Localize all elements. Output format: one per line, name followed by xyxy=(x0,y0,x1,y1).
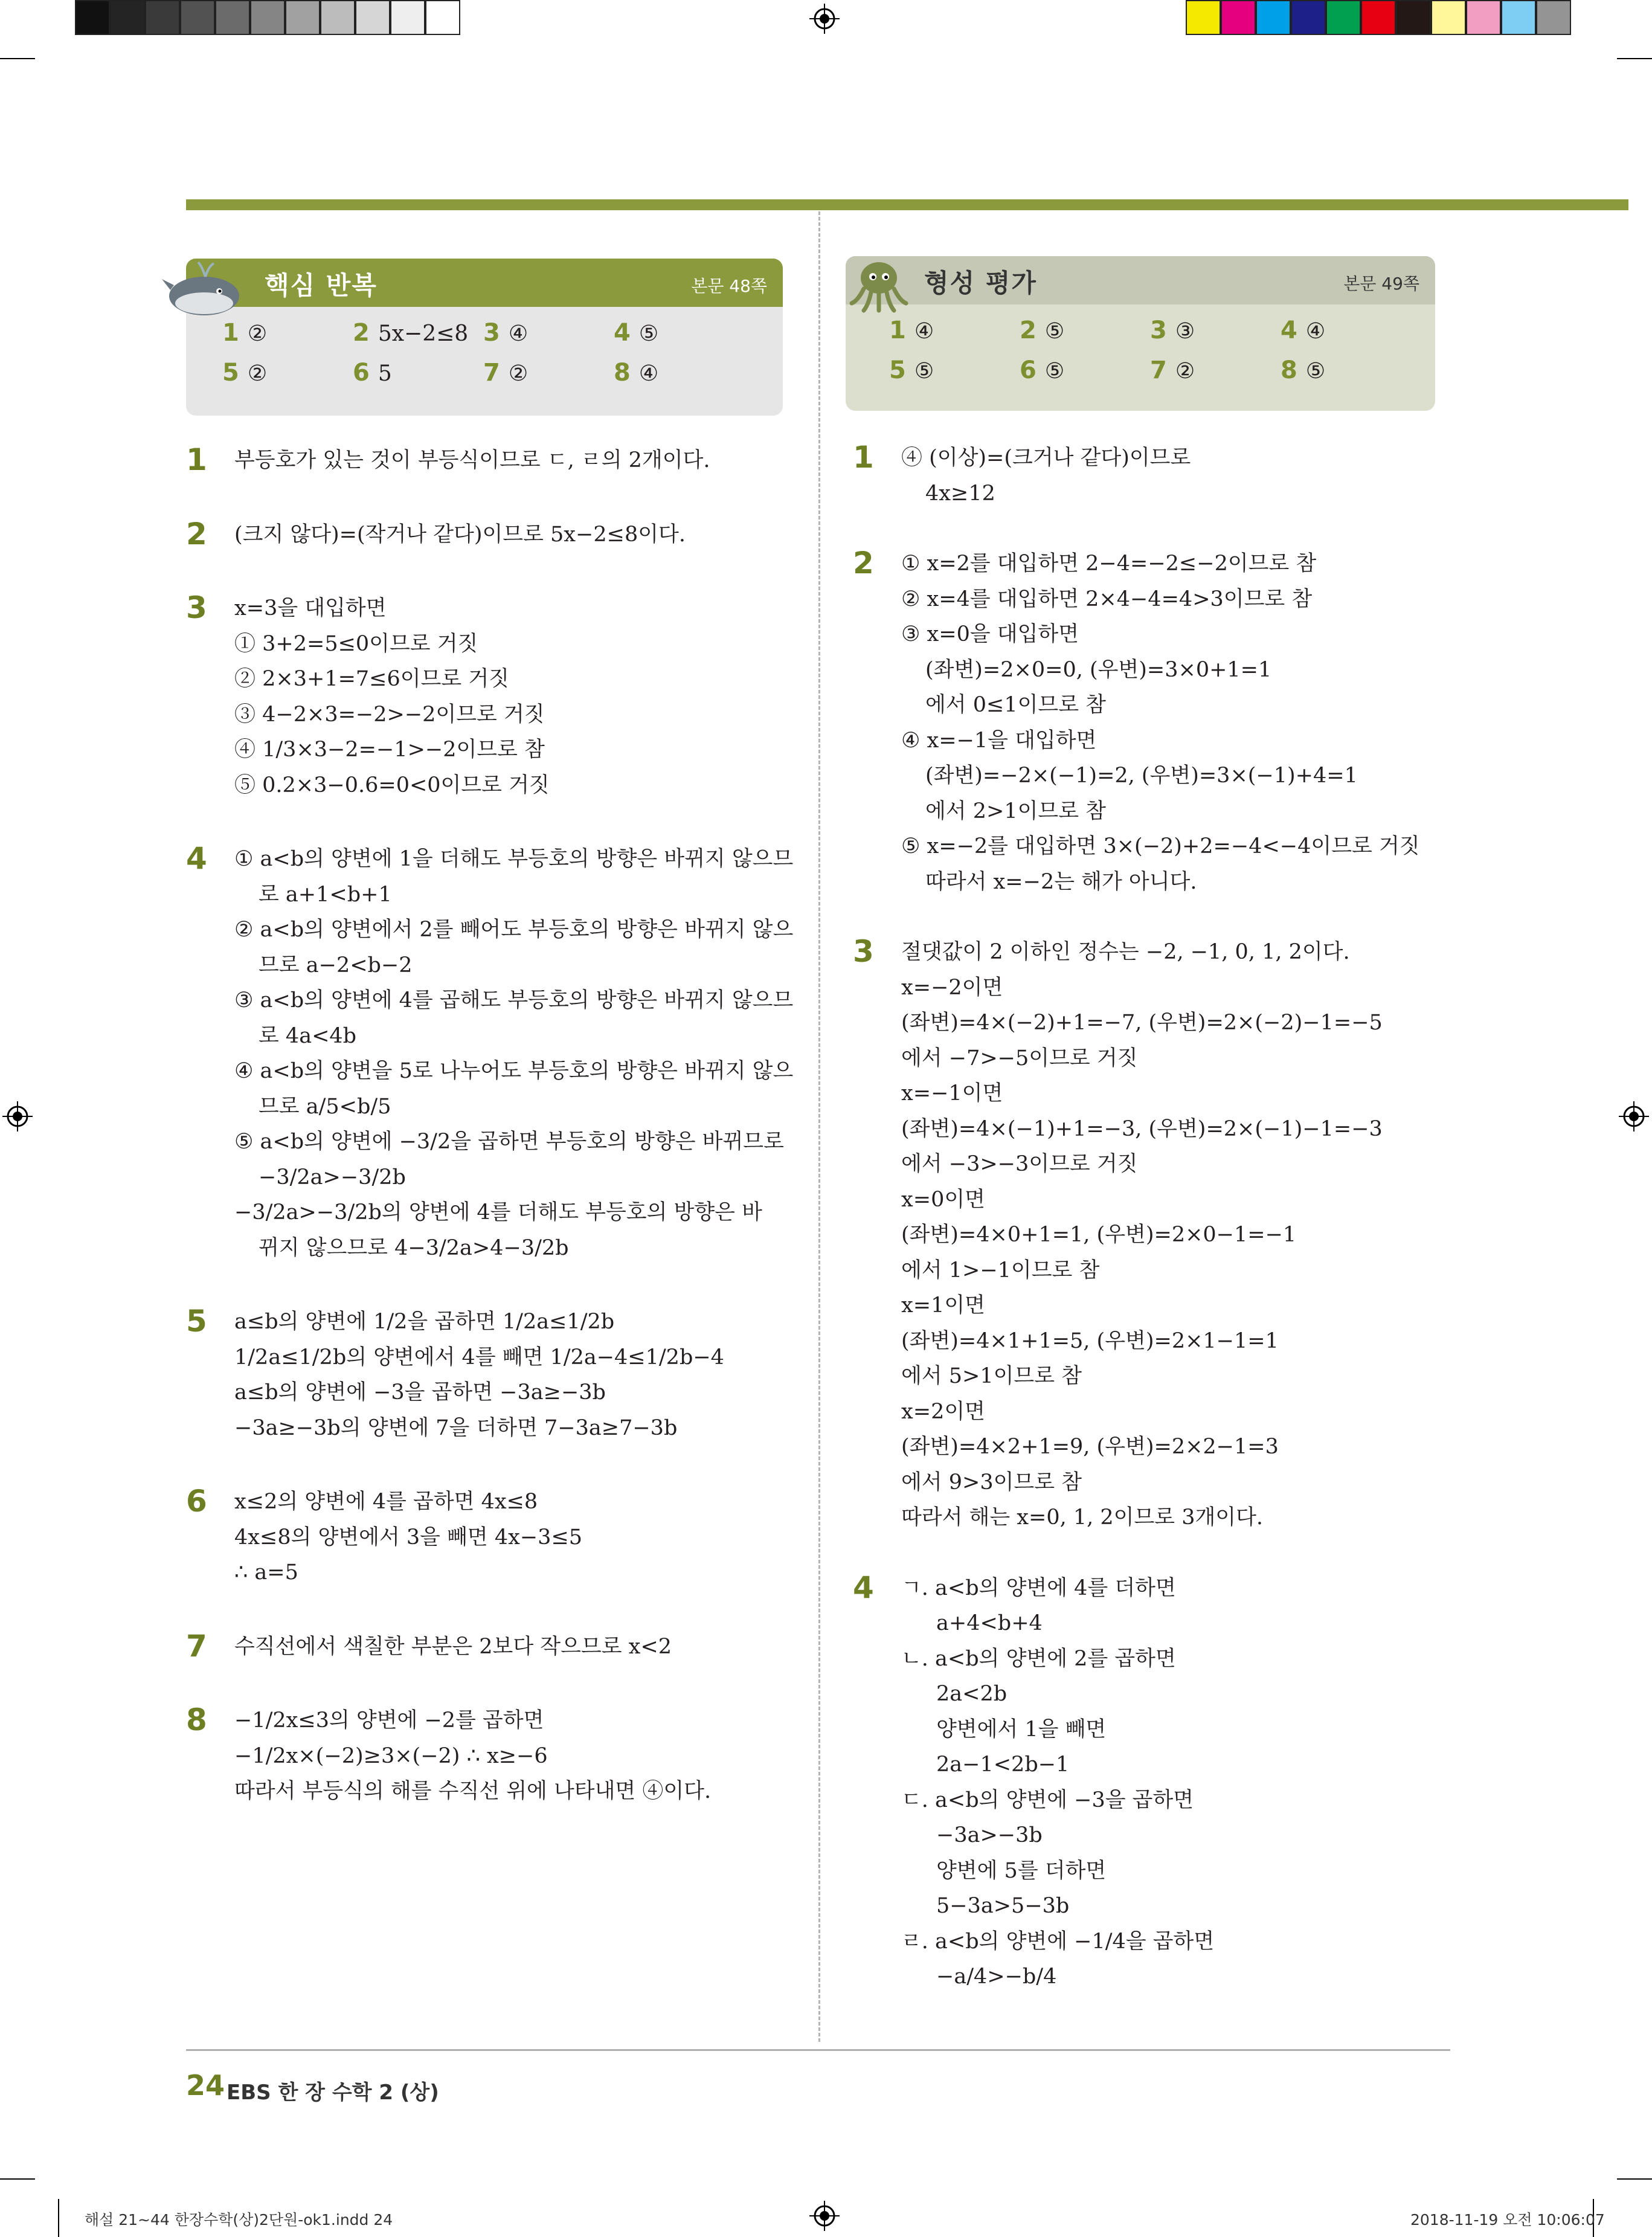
answer-number: 6 xyxy=(353,359,370,387)
answer-number: 7 xyxy=(483,359,500,387)
solution-line: ② x=4를 대입하면 2×4−4=4>3이므로 참 xyxy=(901,587,1313,611)
solution-line: −1/2x×(−2)≥3×(−2) ∴ x≥−6 xyxy=(234,1743,548,1768)
crop-mark xyxy=(0,58,35,59)
answer-number: 1 xyxy=(222,319,239,347)
solution-line: ① a<b의 양변에 1을 더해도 부등호의 방향은 바뀌지 않으므 xyxy=(234,847,794,871)
answer-value: 5x−2≤8 xyxy=(378,321,469,346)
solution-line: 2a<2b xyxy=(936,1682,1008,1706)
solution-line: 로 a+1<b+1 xyxy=(259,882,392,907)
registration-mark-icon xyxy=(2,1101,33,1131)
solution-line: ㄱ. a<b의 양변에 4를 더하면 xyxy=(901,1576,1176,1600)
answer-item xyxy=(353,319,468,347)
solution-line: x=−2이면 xyxy=(901,975,1003,1000)
color-swatch xyxy=(1256,0,1291,35)
solution-line: x=3을 대입하면 xyxy=(234,596,387,620)
registration-mark-icon xyxy=(809,4,840,34)
gray-swatch xyxy=(390,0,425,35)
answer-number: 6 xyxy=(1020,356,1037,384)
page-reference: 본문 49쪽 xyxy=(1343,274,1419,294)
solution-line: −3/2a>−3/2b xyxy=(259,1165,406,1189)
answer-value: ④ xyxy=(638,361,659,386)
answer-number: 2 xyxy=(1020,317,1037,344)
answer-value: ⑤ xyxy=(638,321,659,346)
answer-value: ⑤ xyxy=(1044,359,1065,384)
answer-item xyxy=(1281,317,1325,344)
question-number: 1 xyxy=(186,442,207,477)
solution-line: ㄷ. a<b의 양변에 −3을 곱하면 xyxy=(901,1788,1194,1812)
solution-line: −3/2a>−3/2b의 양변에 4를 더해도 부등호의 방향은 바 xyxy=(234,1200,762,1225)
answer-item xyxy=(1020,317,1064,344)
answer-number: 3 xyxy=(483,319,500,347)
answer-number: 2 xyxy=(353,319,370,347)
solution-line: 에서 1>−1이므로 참 xyxy=(901,1258,1100,1283)
solution-line: 양변에서 1을 빼면 xyxy=(936,1717,1107,1742)
answer-value: ④ xyxy=(508,321,529,346)
color-swatch xyxy=(1431,0,1466,35)
answer-item xyxy=(889,317,934,344)
solution-line: a≤b의 양변에 1/2을 곱하면 1/2a≤1/2b xyxy=(234,1310,615,1334)
answer-item xyxy=(222,319,267,347)
solution-line: x=−1이면 xyxy=(901,1081,1003,1106)
question-number: 5 xyxy=(186,1304,207,1339)
page-reference: 본문 48쪽 xyxy=(691,276,767,296)
color-swatch xyxy=(1221,0,1256,35)
solution-line: −a/4>−b/4 xyxy=(936,1965,1057,1989)
solution-line: 2a−1<2b−1 xyxy=(936,1753,1070,1777)
solution-line: (좌변)=4×(−1)+1=−3, (우변)=2×(−1)−1=−3 xyxy=(901,1116,1383,1141)
answer-item xyxy=(222,359,267,387)
solution-line: 므로 a−2<b−2 xyxy=(259,953,413,977)
question-number: 2 xyxy=(186,516,207,552)
answer-number: 7 xyxy=(1150,356,1167,384)
solution-line: x≤2의 양변에 4를 곱하면 4x≤8 xyxy=(234,1490,538,1514)
answer-box-header xyxy=(846,256,1435,304)
answer-value: ④ xyxy=(914,319,934,344)
solution-line: ② a<b의 양변에서 2를 빼어도 부등호의 방향은 바뀌지 않으 xyxy=(234,918,794,942)
question-number: 6 xyxy=(186,1484,207,1519)
solution-line: −1/2x≤3의 양변에 −2를 곱하면 xyxy=(234,1708,544,1733)
solution-line: 양변에 5를 더하면 xyxy=(936,1858,1107,1883)
gray-swatch xyxy=(145,0,180,35)
whale-mascot-icon xyxy=(162,254,246,320)
solution-line: ② 2×3+1=7≤6이므로 거짓 xyxy=(234,667,509,691)
solution-line: 뀌지 않으므로 4−3/2a>4−3/2b xyxy=(259,1235,569,1260)
solution-line: ① x=2를 대입하면 2−4=−2≤−2이므로 참 xyxy=(901,552,1317,576)
answer-item xyxy=(614,319,658,347)
solution-line: 수직선에서 색칠한 부분은 2보다 작으므로 x<2 xyxy=(234,1634,672,1659)
solution-line: 따라서 해는 x=0, 1, 2이므로 3개이다. xyxy=(901,1505,1264,1530)
solution-line: x=1이면 xyxy=(901,1293,985,1318)
gray-swatch xyxy=(215,0,250,35)
answer-value: ③ xyxy=(1175,319,1195,344)
answer-item xyxy=(889,356,934,384)
question-number: 3 xyxy=(186,590,207,625)
solution-line: ㄹ. a<b의 양변에 −1/4을 곱하면 xyxy=(901,1929,1215,1954)
answer-item xyxy=(1150,356,1195,384)
solution-line: ③ x=0을 대입하면 xyxy=(901,622,1079,646)
answer-item xyxy=(614,359,658,387)
solution-line: ⑤ x=−2를 대입하면 3×(−2)+2=−4<−4이므로 거짓 xyxy=(901,834,1420,858)
solution-line: ① 3+2=5≤0이므로 거짓 xyxy=(234,631,478,656)
question-number: 7 xyxy=(186,1628,207,1664)
header-rule xyxy=(186,199,1628,210)
solution-line: 절댓값이 2 이하인 정수는 −2, −1, 0, 1, 2이다. xyxy=(901,940,1350,964)
solution-line: ③ 4−2×3=−2>−2이므로 거짓 xyxy=(234,702,545,727)
color-swatch xyxy=(1536,0,1571,35)
solution-line: ④ (이상)=(크거나 같다)이므로 xyxy=(901,446,1191,470)
answer-value: 5 xyxy=(378,361,392,386)
solution-line: (좌변)=4×0+1=1, (우변)=2×0−1=−1 xyxy=(901,1223,1297,1247)
section-title: 형성 평가 xyxy=(924,268,1037,298)
answer-value: ② xyxy=(508,361,529,386)
solution-line: 에서 −7>−5이므로 거짓 xyxy=(901,1046,1138,1070)
solution-line: −3a≥−3b의 양변에 7을 더하면 7−3a≥7−3b xyxy=(234,1415,678,1440)
registration-mark-icon xyxy=(809,2201,840,2231)
solution-line: (크지 않다)=(작거나 같다)이므로 5x−2≤8이다. xyxy=(234,522,686,547)
solution-line: (좌변)=4×(−2)+1=−7, (우변)=2×(−2)−1=−5 xyxy=(901,1011,1383,1035)
crop-mark xyxy=(1617,58,1652,59)
gray-swatch xyxy=(425,0,460,35)
solution-line: 에서 9>3이므로 참 xyxy=(901,1470,1082,1495)
book-title: EBS 한 장 수학 2 (상) xyxy=(227,2081,439,2105)
answer-value: ⑤ xyxy=(1305,359,1326,384)
print-timestamp: 2018-11-19 오전 10:06:07 xyxy=(1410,2211,1605,2229)
answer-number: 4 xyxy=(1281,317,1297,344)
solution-line: ∴ a=5 xyxy=(234,1560,298,1585)
color-swatch xyxy=(1361,0,1396,35)
solution-line: ④ x=−1을 대입하면 xyxy=(901,728,1097,753)
solution-line: −3a>−3b xyxy=(936,1823,1043,1847)
question-number: 2 xyxy=(853,546,874,581)
answer-value: ② xyxy=(247,361,268,386)
answer-number: 5 xyxy=(222,359,239,387)
solution-line: x=2이면 xyxy=(901,1399,985,1424)
color-swatch xyxy=(1396,0,1431,35)
answer-item xyxy=(483,359,528,387)
question-number: 4 xyxy=(853,1569,874,1605)
answer-box-formative-assessment xyxy=(846,256,1435,411)
solution-line: 에서 2>1이므로 참 xyxy=(925,799,1106,823)
registration-mark-icon xyxy=(1619,1101,1649,1131)
solution-line: a≤b의 양변에 −3을 곱하면 −3a≥−3b xyxy=(234,1380,606,1405)
column-divider xyxy=(818,211,820,2042)
answer-value: ④ xyxy=(1305,319,1326,344)
answer-box-core-review xyxy=(186,259,783,416)
solution-line: ④ a<b의 양변을 5로 나누어도 부등호의 방향은 바뀌지 않으 xyxy=(234,1059,794,1083)
solution-line: 부등호가 있는 것이 부등식이므로 ㄷ, ㄹ의 2개이다. xyxy=(234,448,710,472)
solution-line: a+4<b+4 xyxy=(936,1611,1043,1635)
solution-line: 4x≤8의 양변에서 3을 빼면 4x−3≤5 xyxy=(234,1525,583,1550)
solution-line: 1/2a≤1/2b의 양변에서 4를 빼면 1/2a−4≤1/2b−4 xyxy=(234,1345,724,1370)
question-number: 3 xyxy=(853,934,874,969)
solution-line: (좌변)=4×2+1=9, (우변)=2×2−1=3 xyxy=(901,1435,1279,1459)
gray-swatch xyxy=(320,0,355,35)
solution-line: 따라서 부등식의 해를 수직선 위에 나타내면 ④이다. xyxy=(234,1779,712,1803)
solution-line: 5−3a>5−3b xyxy=(936,1894,1070,1918)
answer-item xyxy=(483,319,528,347)
solution-line: ⑤ a<b의 양변에 −3/2을 곱하면 부등호의 방향은 바뀌므로 xyxy=(234,1130,784,1154)
solution-line: 따라서 x=−2는 해가 아니다. xyxy=(925,869,1197,894)
answer-number: 5 xyxy=(889,356,906,384)
solution-line: ④ 1/3×3−2=−1>−2이므로 참 xyxy=(234,738,545,762)
answer-value: ② xyxy=(1175,359,1195,384)
answer-item xyxy=(1150,317,1195,344)
gray-swatch xyxy=(75,0,110,35)
answer-value: ② xyxy=(247,321,268,346)
solution-line: 므로 a/5<b/5 xyxy=(259,1094,391,1119)
answer-box-header xyxy=(186,259,783,307)
solution-line: x=0이면 xyxy=(901,1187,985,1212)
question-number: 8 xyxy=(186,1702,207,1737)
answer-number: 8 xyxy=(614,359,631,387)
question-number: 1 xyxy=(853,440,874,475)
answer-number: 1 xyxy=(889,317,906,344)
color-swatch xyxy=(1291,0,1326,35)
solution-line: ⑤ 0.2×3−0.6=0<0이므로 거짓 xyxy=(234,773,550,797)
answer-item xyxy=(1020,356,1064,384)
solution-line: 에서 5>1이므로 참 xyxy=(901,1364,1082,1388)
gray-swatch xyxy=(110,0,145,35)
gray-swatch xyxy=(285,0,320,35)
file-info: 해설 21~44 한장수학(상)2단원-ok1.indd 24 xyxy=(85,2211,393,2229)
crop-mark xyxy=(0,2178,35,2180)
solution-line: 에서 0≤1이므로 참 xyxy=(925,693,1106,717)
octopus-mascot-icon xyxy=(846,254,912,314)
color-swatch xyxy=(1501,0,1536,35)
solution-line: (좌변)=2×0=0, (우변)=3×0+1=1 xyxy=(925,657,1272,682)
answer-number: 8 xyxy=(1281,356,1297,384)
solution-line: 로 4a<4b xyxy=(259,1023,357,1048)
question-number: 4 xyxy=(186,841,207,876)
crop-mark xyxy=(1617,2178,1652,2180)
answer-number: 4 xyxy=(614,319,631,347)
page-number: 24 xyxy=(186,2069,225,2102)
solution-line: 4x≥12 xyxy=(925,481,995,506)
color-swatch xyxy=(1186,0,1221,35)
gray-swatch xyxy=(250,0,285,35)
answer-value: ⑤ xyxy=(914,359,934,384)
crop-mark xyxy=(58,2199,59,2237)
answer-item xyxy=(353,359,392,387)
solution-line: ③ a<b의 양변에 4를 곱해도 부등호의 방향은 바뀌지 않으므 xyxy=(234,988,794,1012)
answer-item xyxy=(1281,356,1325,384)
footer-rule xyxy=(186,2049,1450,2051)
gray-swatch xyxy=(355,0,390,35)
section-title: 핵심 반복 xyxy=(265,271,378,300)
answer-value: ⑤ xyxy=(1044,319,1065,344)
solution-line: (좌변)=−2×(−1)=2, (우변)=3×(−1)+4=1 xyxy=(925,764,1358,788)
gray-swatch xyxy=(180,0,215,35)
color-swatch xyxy=(1326,0,1361,35)
color-swatch xyxy=(1466,0,1501,35)
solution-line: 에서 −3>−3이므로 거짓 xyxy=(901,1152,1138,1176)
answer-number: 3 xyxy=(1150,317,1167,344)
solution-line: (좌변)=4×1+1=5, (우변)=2×1−1=1 xyxy=(901,1328,1279,1353)
solution-line: ㄴ. a<b의 양변에 2를 곱하면 xyxy=(901,1646,1176,1671)
